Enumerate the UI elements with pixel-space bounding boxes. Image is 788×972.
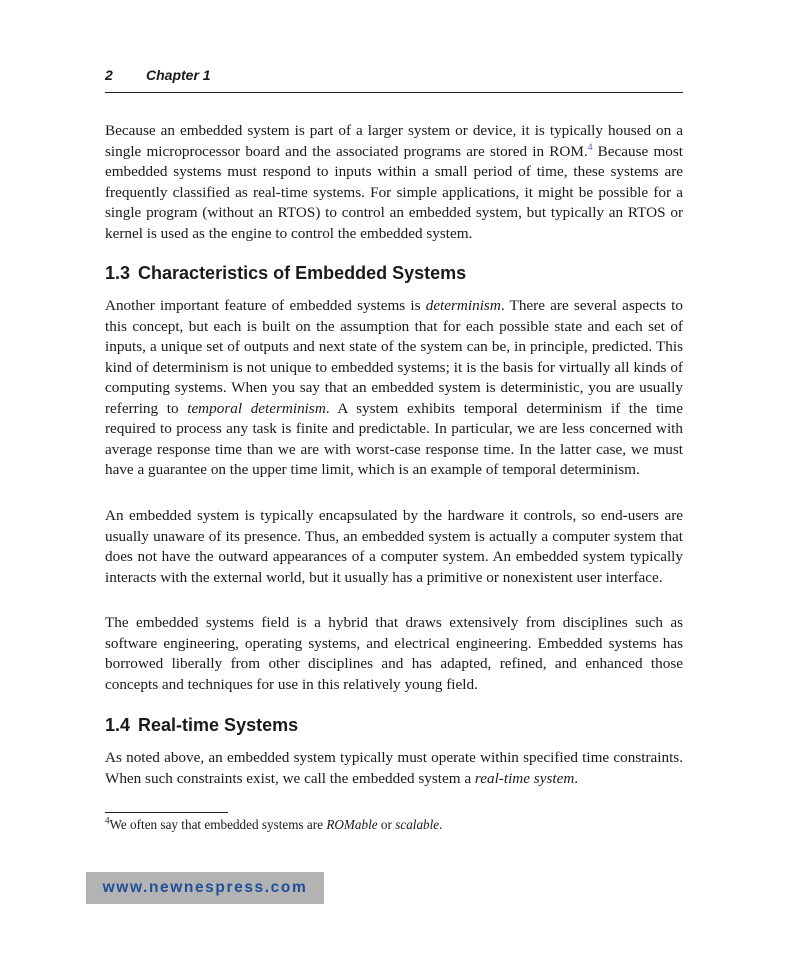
section-heading-1-3 (105, 262, 683, 284)
footnote-ref-link[interactable]: 4 (587, 142, 593, 153)
text-run: As noted above, an embedded system typically must operate within specified time constraints. When such constraints exist, we call the embedded system a (105, 749, 683, 787)
text-run: or (377, 817, 396, 832)
emphasis-term: temporal determinism (187, 399, 326, 417)
text-run: . (574, 769, 579, 787)
text-run: . A system exhibits temporal determinism if the time required to process any task is finite and predictable. In particular, we are less concerned with average response time than we are with worst-case response time. In the latter case, we must have a guarantee on the upper time limit, which is an example of temporal determinism. (105, 399, 683, 478)
page-number: 2 (105, 67, 113, 83)
section-number: 1.4 (105, 715, 131, 735)
intro-text-b: Because most embedded systems must respond to inputs within a small period of time, these systems are frequently classified as real-time systems. For simple applications, it might be possible for a single program (without an RTOS) to control an embedded system, but typically an RTOS or kernel is used as the engine to control the embedded system. (105, 142, 683, 242)
text-run: Another important feature of embedded systems is (105, 297, 426, 314)
footnote-marker: 4 (105, 815, 110, 826)
footnote-divider (105, 812, 228, 813)
text-run: . (439, 817, 443, 832)
emphasis-term: ROMable (326, 817, 378, 832)
emphasis-term: scalable (395, 817, 440, 832)
chapter-label: Chapter 1 (146, 67, 211, 83)
text-run: . There are several aspects to this concept, but each is built on the assumption that for each possible state and each set of inputs, a unique set of outputs and next state of the system can be, in principle, predicted. This kind of determinism is not unique to embedded systems; it is the basis for virtually all kinds of computing systems. When you say that an embedded system is deterministic, you are usually referring to (105, 297, 683, 417)
section-title: Real-time Systems (138, 715, 299, 735)
intro-text-a: Because an embedded system is part of a larger system or device, it is typically housed on a single microprocessor board and the associated programs are stored in ROM. (105, 122, 683, 160)
intro-paragraph (105, 121, 683, 244)
emphasis-term: real-time system (474, 769, 575, 787)
running-header (105, 64, 683, 93)
publisher-url-link[interactable]: www.newnespress.com (86, 872, 324, 904)
section-title: Characteristics of Embedded Systems (138, 263, 467, 283)
realtime-paragraph (105, 748, 683, 789)
encapsulation-paragraph: An embedded system is typically encapsulated by the hardware it controls, so end-users are usually unaware of its presence. Thus, an embedded system is actually a computer system that does not have the outward appearances of a computer system. An embedded system typically interacts with the external world, but it usually has a primitive or nonexistent user interface. (105, 507, 683, 586)
text-run: We often say that embedded systems are (109, 817, 327, 832)
emphasis-term: determinism (425, 297, 501, 314)
hybrid-field-paragraph: The embedded systems field is a hybrid that draws extensively from disciplines such as software engineering, operating systems, and electrical engineering. Embedded systems has borrowed liberally from other disciplines and has adapted, refined, and enhanced those concepts and techniques for use in this relatively young field. (105, 614, 683, 693)
footnote (105, 816, 683, 834)
section-number: 1.3 (105, 263, 131, 283)
determinism-paragraph (105, 296, 683, 481)
section-heading-1-4 (105, 714, 683, 736)
